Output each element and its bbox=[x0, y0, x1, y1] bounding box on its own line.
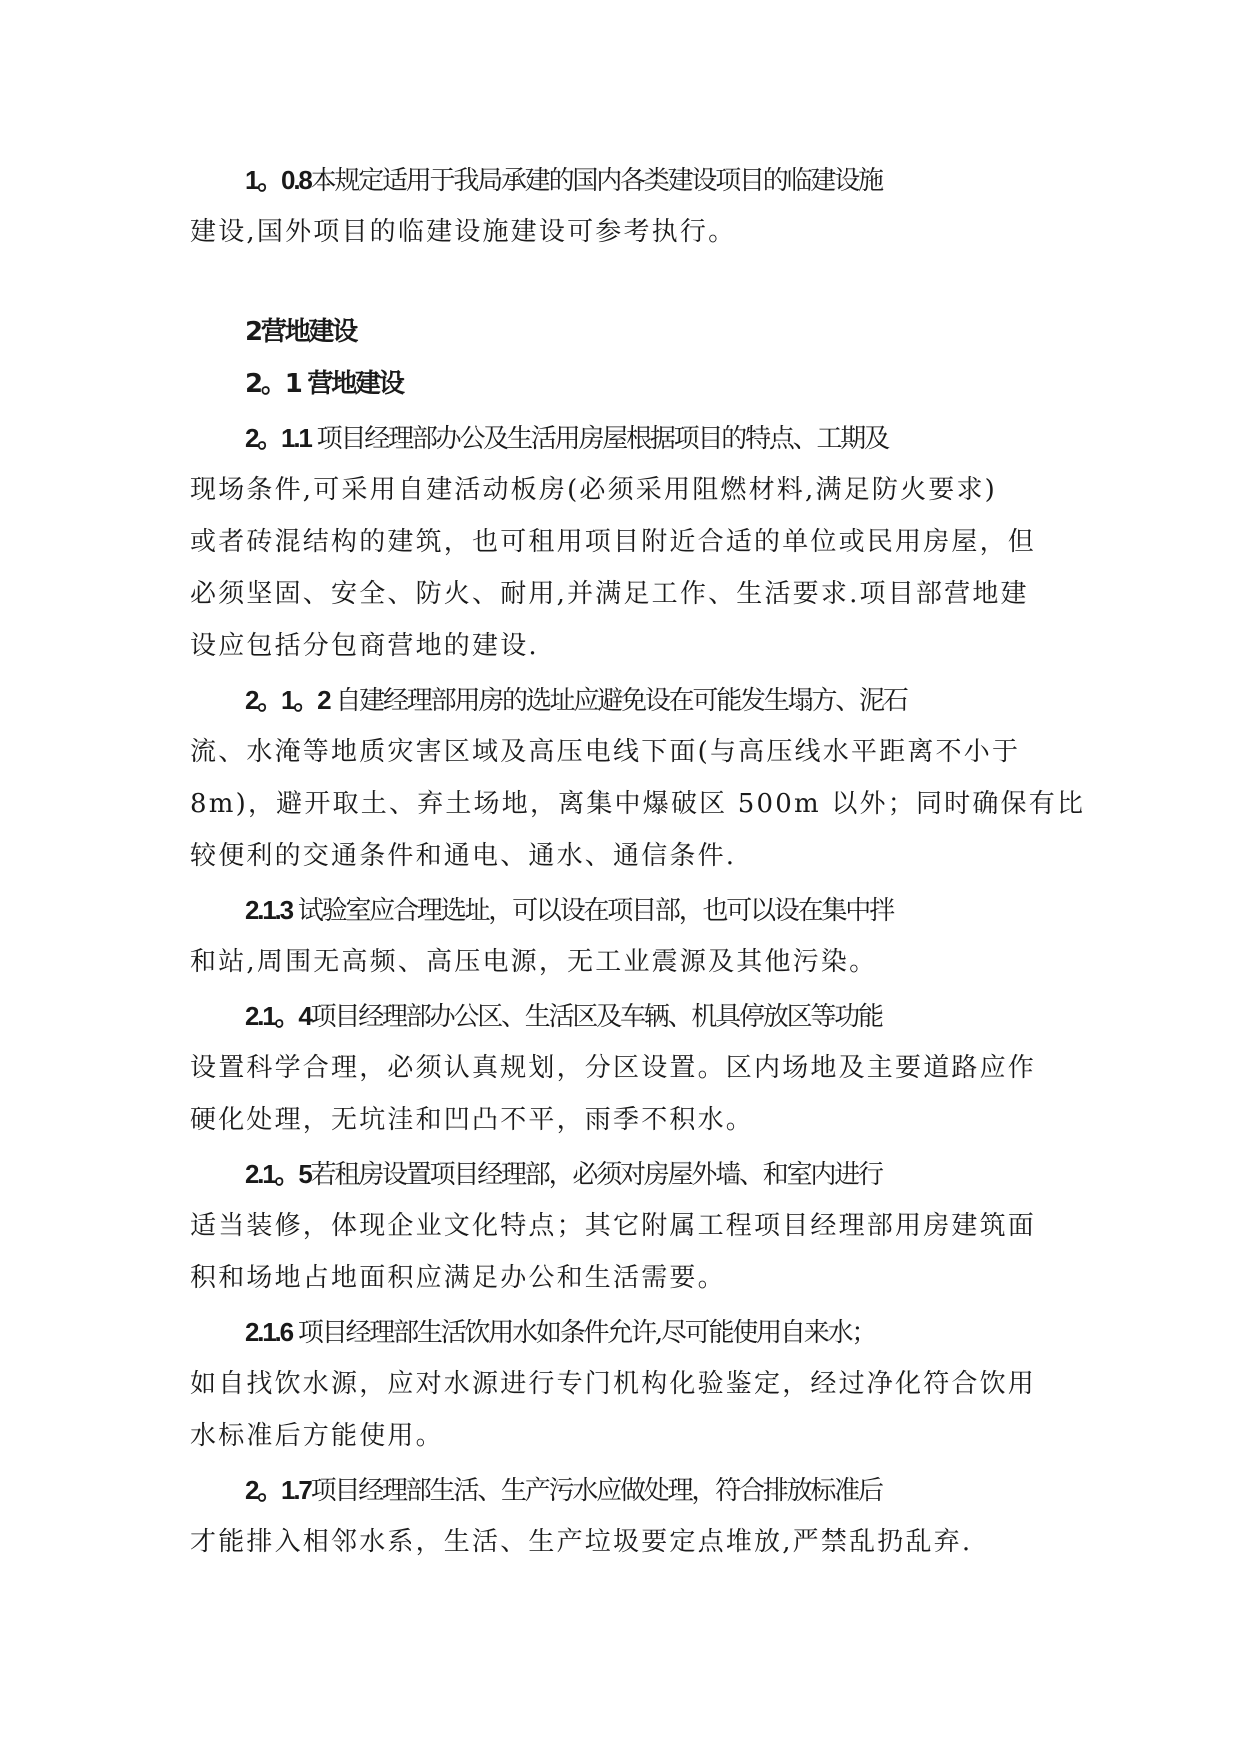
paragraph-1-0-8-line-2: 建设,国外项目的临建设施建设可参考执行。 bbox=[190, 217, 737, 247]
clause-text: 试验室应合理选址，可以设在项目部，也可以设在集中拌 bbox=[291, 896, 893, 926]
item-2-1-3-line-1 bbox=[245, 890, 1115, 931]
item-2-1-7-line-2: 才能排入相邻水系，生活、生产垃圾要定点堆放,严禁乱扔乱弃. bbox=[190, 1527, 973, 1557]
clause-number: 2.1.6 bbox=[245, 1317, 292, 1347]
item-2-1-4-line-3: 硬化处理，无坑洼和凹凸不平，雨季不积水。 bbox=[190, 1105, 755, 1135]
item-2-1-5-line-3: 积和场地占地面积应满足办公和生活需要。 bbox=[190, 1263, 726, 1293]
item-2-1-7-line-1 bbox=[245, 1470, 1115, 1511]
item-2-1-6-line-1 bbox=[245, 1312, 1115, 1353]
clause-number: 2。1.1 bbox=[245, 423, 311, 453]
item-2-1-1-line-2: 现场条件,可采用自建活动板房(必须采用阻燃材料,满足防火要求) bbox=[190, 475, 998, 505]
clause-number: 2。1。2 bbox=[245, 685, 330, 715]
subsection-title: 2。1 营地建设 bbox=[245, 369, 403, 399]
clause-text: 项目经理部办公区、生活区及车辆、机具停放区等功能 bbox=[310, 1002, 882, 1032]
item-2-1-5-line-1 bbox=[245, 1154, 1115, 1195]
clause-text: 项目经理部办公及生活用房屋根据项目的特点、工期及 bbox=[310, 424, 888, 454]
item-2-1-5-line-2: 适当装修，体现企业文化特点；其它附属工程项目经理部用房建筑面 bbox=[190, 1211, 1037, 1241]
clause-text: 项目经理部生活、生产污水应做处理，符合排放标准后 bbox=[310, 1476, 882, 1506]
item-2-1-2-line-1 bbox=[245, 680, 1115, 721]
item-2-1-4-line-1 bbox=[245, 996, 1115, 1037]
paragraph-1-0-8-line-1 bbox=[245, 160, 1115, 201]
chapter-title: 2营地建设 bbox=[245, 317, 357, 347]
item-2-1-1-line-3: 或者砖混结构的建筑，也可租用项目附近合适的单位或民用房屋，但 bbox=[190, 527, 1037, 557]
clause-text: 自建经理部用房的选址应避免设在可能发生塌方、泥石 bbox=[329, 686, 907, 716]
item-2-1-2-line-3: 8m)，避开取土、弃土场地，离集中爆破区 500m 以外；同时确保有比 bbox=[190, 789, 1086, 819]
item-2-1-2-line-4: 较便利的交通条件和通电、通水、通信条件. bbox=[190, 841, 737, 871]
item-2-1-1-line-5: 设应包括分包商营地的建设. bbox=[190, 631, 539, 661]
clause-number: 2.1。5 bbox=[245, 1159, 311, 1189]
clause-number: 2.1。4 bbox=[245, 1001, 311, 1031]
item-2-1-4-line-2: 设置科学合理，必须认真规划，分区设置。区内场地及主要道路应作 bbox=[190, 1053, 1037, 1083]
clause-text: 项目经理部生活饮用水如条件允许,尽可能使用自来水； bbox=[291, 1318, 876, 1348]
item-2-1-6-line-2: 如自找饮水源，应对水源进行专门机构化验鉴定，经过净化符合饮用 bbox=[190, 1369, 1037, 1399]
clause-number: 2。1.7 bbox=[245, 1475, 311, 1505]
item-2-1-6-line-3: 水标准后方能使用。 bbox=[190, 1421, 444, 1451]
item-2-1-1-line-1 bbox=[245, 418, 1115, 459]
item-2-1-3-line-2: 和站,周围无高频、高压电源，无工业震源及其他污染。 bbox=[190, 947, 878, 977]
clause-number: 1。0.8 bbox=[245, 165, 311, 195]
clause-text: 本规定适用于我局承建的国内各类建设项目的临建设施 bbox=[310, 166, 882, 196]
clause-number: 2.1.3 bbox=[245, 895, 292, 925]
item-2-1-1-line-4: 必须坚固、安全、防火、耐用,并满足工作、生活要求.项目部营地建 bbox=[190, 579, 1029, 609]
clause-text: 若租房设置项目经理部，必须对房屋外墙、和室内进行 bbox=[310, 1160, 882, 1190]
item-2-1-2-line-2: 流、水淹等地质灾害区域及高压电线下面(与高压线水平距离不小于 bbox=[190, 737, 1021, 767]
